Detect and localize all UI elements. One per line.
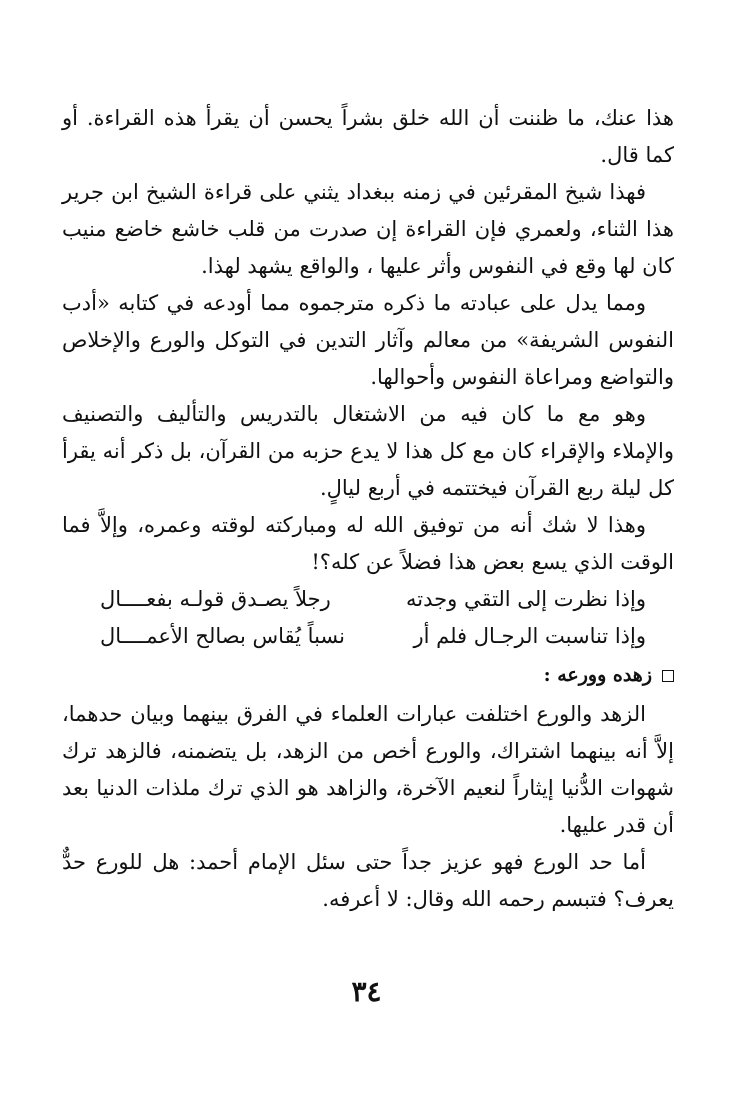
- verse-second-hemistich: نسباً يُقاس بصالح الأعمــــال: [100, 624, 345, 648]
- verse-first-hemistich: وإذا نظرت إلى التقي وجدته: [406, 587, 646, 611]
- paragraph: الزهد والورع اختلفت عبارات العلماء في الفرق بينهما وبيان حدهما، إلاَّ أنه بينهما اشتراك، والورع أخص من الزهد، بل يتضمنه، فالزهد ترك شهوات الدُّنيا إيثاراً لنعيم الآخرة، والزاهد هو الذي ترك ملذات الدنيا بعد أن قدر عليها.: [62, 702, 674, 837]
- paragraph: هذا عنك، ما ظننت أن الله خلق بشراً يحسن أن يقرأ هذه القراءة. أو كما قال.: [62, 106, 674, 167]
- paragraph: وهذا لا شك أنه من توفيق الله له ومباركته لوقته وعمره، وإلاَّ فما الوقت الذي يسع بعض هذا فضلاً عن كله؟!: [62, 513, 674, 574]
- paragraph: أما حد الورع فهو عزيز جداً حتى سئل الإمام أحمد: هل للورع حدٌّ يعرف؟ فتبسم رحمه الله وقال: لا أعرفه.: [62, 850, 674, 911]
- page-number: ٣٤: [351, 975, 382, 1008]
- poem-verse: [62, 581, 674, 618]
- poem-verse: [62, 618, 674, 655]
- verse-first-hemistich: وإذا تناسبت الرجـال فلم أر: [413, 624, 646, 648]
- paragraph: وهو مع ما كان فيه من الاشتغال بالتدريس والتأليف والتصنيف والإملاء والإقراء كان مع كل هذا لا يدع حزبه من القرآن، بل ذكر أنه يقرأ كل ليلة ربع القرآن فيختتمه في أربع ليالٍ.: [62, 402, 674, 500]
- paragraph: فهذا شيخ المقرئين في زمنه ببغداد يثني على قراءة الشيخ ابن جرير هذا الثناء، ولعمري فإن القراءة إن صدرت من قلب خاشع خاضع منيب كان لها وقع في النفوس وأثر عليها ، والواقع يشهد لهذا.: [62, 180, 674, 278]
- section-heading: [62, 657, 674, 694]
- body-text: [62, 100, 674, 918]
- square-bullet-icon: [662, 670, 674, 682]
- paragraph: ومما يدل على عبادته ما ذكره مترجموه مما أودعه في كتابه «أدب النفوس الشريفة» من معالم وآثار التدين في التوكل والورع والإخلاص والتواضع ومراعاة النفوس وأحوالها.: [62, 291, 674, 389]
- section-heading-text: زهده وورعه :: [543, 664, 652, 686]
- verse-second-hemistich: رجلاً يصـدق قولـه بفعــــال: [100, 587, 331, 611]
